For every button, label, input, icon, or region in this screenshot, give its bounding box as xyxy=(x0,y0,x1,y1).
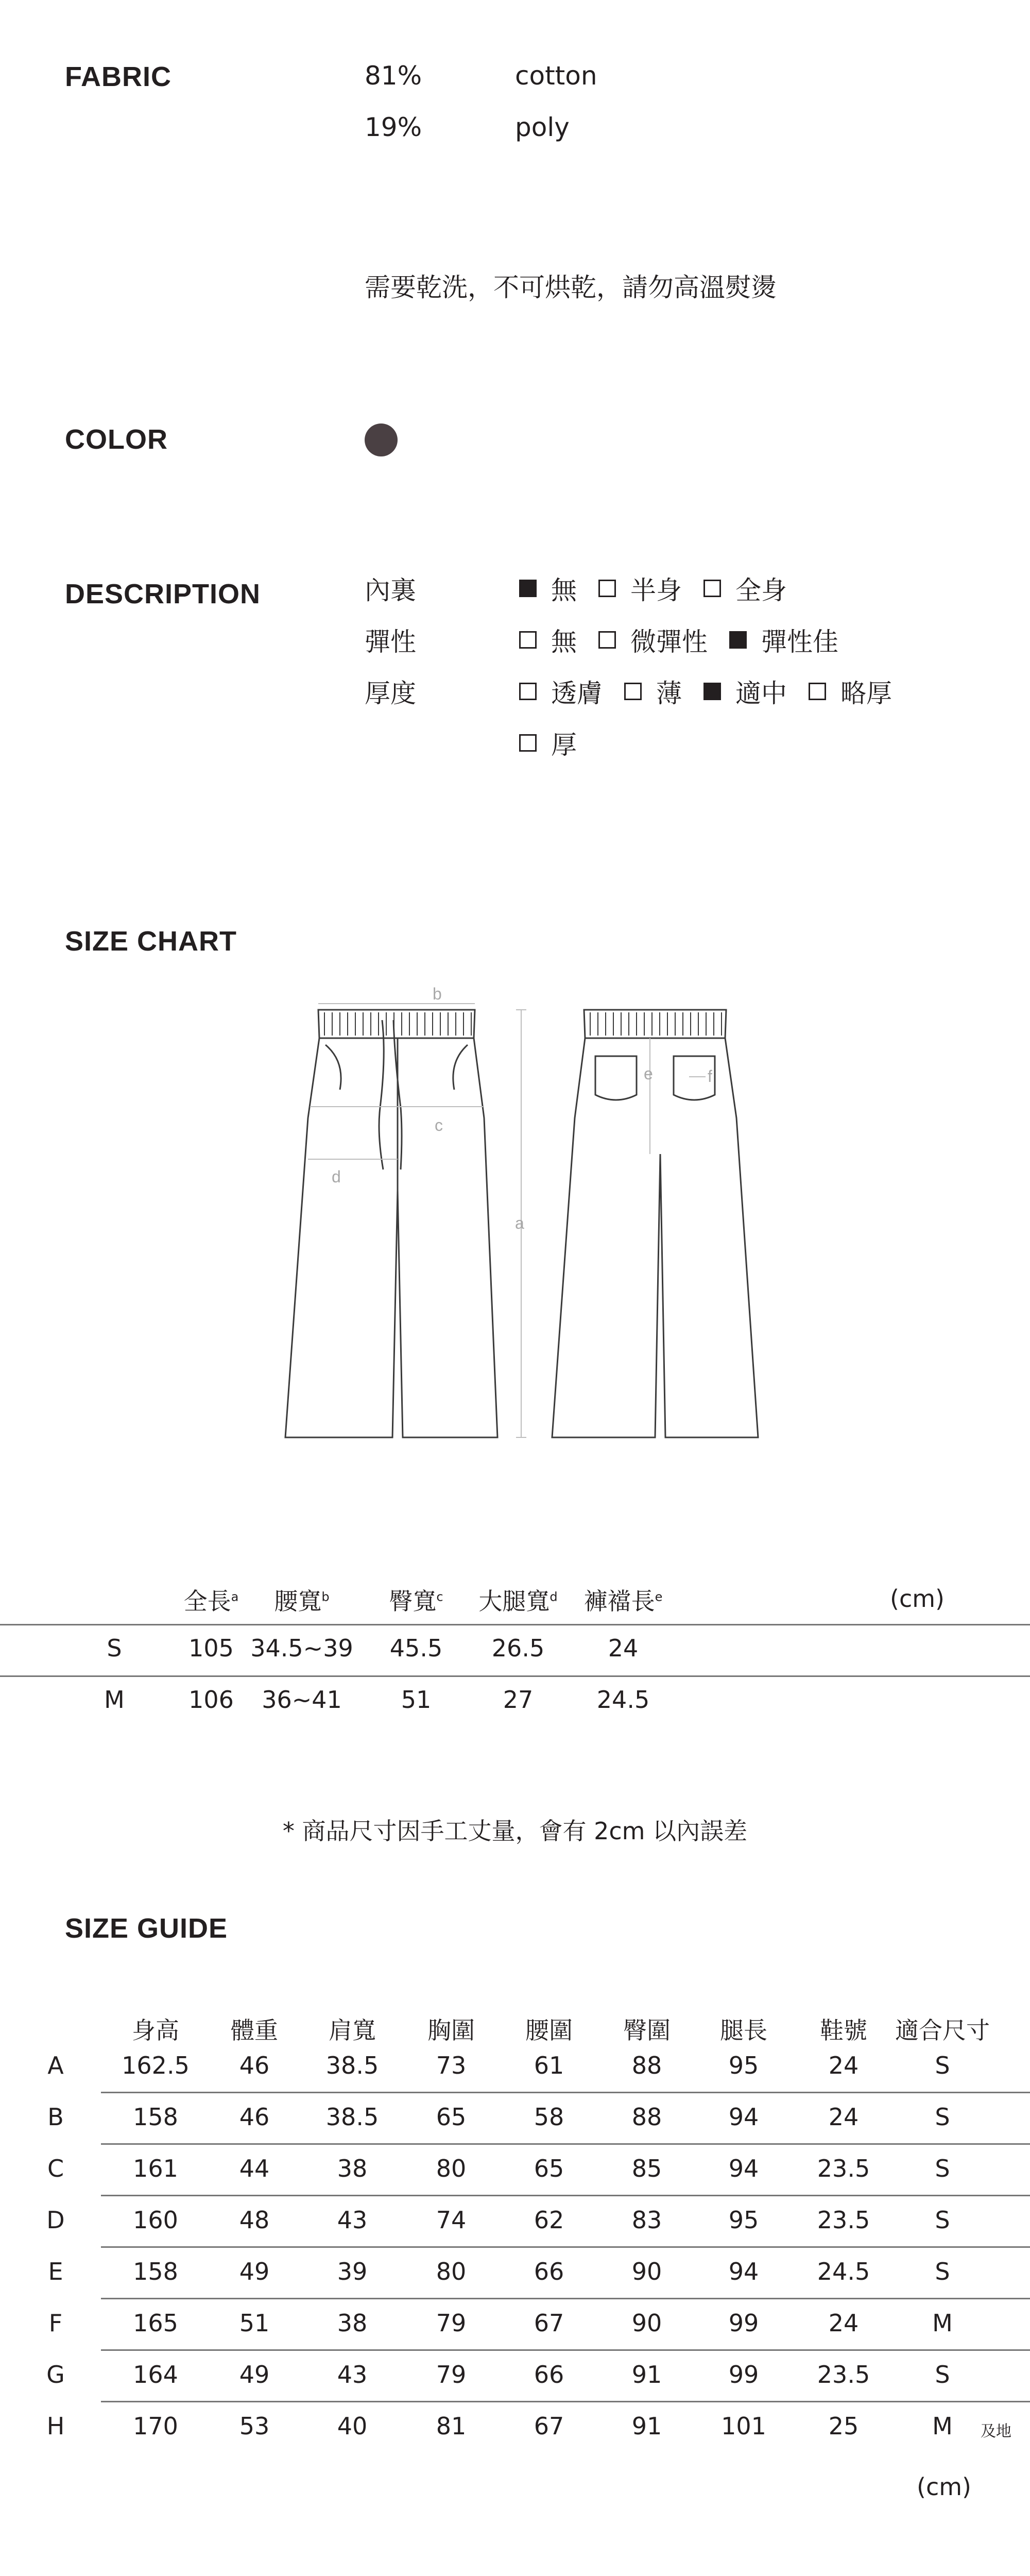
model-id: D xyxy=(46,2206,65,2234)
size-guide-cell: 62 xyxy=(534,2206,564,2234)
size-guide-cell: 95 xyxy=(728,2206,759,2234)
checkbox-unchecked xyxy=(624,683,642,700)
size-guide-cell: 88 xyxy=(631,2052,662,2079)
description-row-label: 厚度 xyxy=(365,679,416,708)
size-chart-cell: 34.5~39 xyxy=(250,1634,353,1662)
back-silhouette xyxy=(552,1038,758,1437)
color-swatch[interactable] xyxy=(365,423,398,456)
checkbox-unchecked xyxy=(598,631,616,649)
size-guide-cell: 91 xyxy=(631,2361,662,2388)
size-guide-cell: 90 xyxy=(631,2258,662,2285)
size-chart-cell: 26.5 xyxy=(491,1634,545,1662)
size-guide-cell: 58 xyxy=(534,2103,564,2131)
size-guide-cell: 99 xyxy=(728,2361,759,2388)
size-guide-cell: S xyxy=(935,2361,950,2388)
divider xyxy=(101,2246,1030,2248)
option-label: 彈性佳 xyxy=(761,627,838,657)
diagram-label-c: c xyxy=(435,1116,443,1134)
diagram-label-a: a xyxy=(515,1214,524,1232)
size-guide-cell: 80 xyxy=(436,2155,467,2182)
option xyxy=(519,673,603,710)
size-guide-cell: 24 xyxy=(828,2103,859,2131)
checkbox-checked xyxy=(729,631,747,649)
size-guide-cell: 90 xyxy=(631,2309,662,2337)
size-guide-cell: S xyxy=(935,2155,950,2182)
model-id: G xyxy=(46,2361,65,2388)
size-guide-cell: M xyxy=(932,2309,953,2337)
col-superscript: a xyxy=(231,1589,239,1604)
size-guide-cell: 158 xyxy=(133,2103,178,2131)
pants-diagram xyxy=(268,979,783,1458)
size-label: S xyxy=(107,1634,122,1662)
size-guide-cell: 46 xyxy=(239,2052,270,2079)
size-guide-cell: 23.5 xyxy=(817,2206,870,2234)
drawstring-left xyxy=(379,1020,384,1170)
size-guide-cell: S xyxy=(935,2103,950,2131)
size-guide-col-header: 肩寬 xyxy=(329,2016,376,2044)
size-guide-cell: 43 xyxy=(337,2361,368,2388)
size-guide-cell: 162.5 xyxy=(122,2052,190,2079)
size-chart-cell: 105 xyxy=(188,1634,234,1662)
size-guide-cell: 164 xyxy=(133,2361,178,2388)
size-guide-cell: 23.5 xyxy=(817,2155,870,2182)
divider xyxy=(0,1624,1030,1625)
size-chart-col-header xyxy=(478,1583,557,1617)
size-guide-cell: 91 xyxy=(631,2412,662,2440)
size-guide-col-header: 身高 xyxy=(132,2016,179,2044)
size-chart-heading: SIZE CHART xyxy=(65,926,237,957)
size-guide-col-header: 臀圍 xyxy=(623,2016,671,2044)
size-guide-cell: 67 xyxy=(534,2309,564,2337)
model-id: C xyxy=(47,2155,64,2182)
care-instructions: 需要乾洗，不可烘乾，請勿高溫熨燙 xyxy=(365,273,777,302)
divider xyxy=(101,2349,1030,2351)
size-guide-cell: 24 xyxy=(828,2309,859,2337)
size-guide-cell: 65 xyxy=(436,2103,467,2131)
option xyxy=(598,621,708,658)
size-guide-cell: S xyxy=(935,2206,950,2234)
size-guide-cell: 44 xyxy=(239,2155,270,2182)
size-chart-col-header xyxy=(274,1583,329,1617)
option xyxy=(519,724,577,761)
size-guide-cell: 43 xyxy=(337,2206,368,2234)
floor-length-note: 及地 xyxy=(981,2422,1011,2441)
size-guide-cell: 170 xyxy=(133,2412,178,2440)
front-pocket-left xyxy=(325,1045,341,1090)
size-guide-cell: M xyxy=(932,2412,953,2440)
col-superscript: c xyxy=(436,1589,443,1604)
size-chart-cell: 51 xyxy=(401,1686,432,1714)
option xyxy=(703,673,787,710)
size-guide-cell: 40 xyxy=(337,2412,368,2440)
size-guide-cell: 61 xyxy=(534,2052,564,2079)
size-guide-cell: 83 xyxy=(631,2206,662,2234)
checkbox-unchecked xyxy=(703,580,721,597)
size-chart-cell: 24 xyxy=(608,1634,639,1662)
size-guide-header xyxy=(0,2012,1030,2043)
size-chart-cell: 24.5 xyxy=(596,1686,650,1714)
size-guide-cell: 24.5 xyxy=(817,2258,870,2285)
size-guide-cell: 79 xyxy=(436,2309,467,2337)
option-label: 無 xyxy=(551,575,577,605)
size-guide-cell: S xyxy=(935,2052,950,2079)
size-guide-col-header: 鞋號 xyxy=(820,2016,867,2044)
size-guide-cell: 94 xyxy=(728,2155,759,2182)
col-name: 全長 xyxy=(183,1587,231,1615)
size-guide-cell: 39 xyxy=(337,2258,368,2285)
size-guide-unit: (cm) xyxy=(917,2473,971,2501)
size-guide-cell: 81 xyxy=(436,2412,467,2440)
option xyxy=(519,621,577,658)
col-superscript: b xyxy=(321,1589,330,1604)
description-row xyxy=(365,624,860,655)
size-guide-cell: 53 xyxy=(239,2412,270,2440)
divider xyxy=(101,2143,1030,2145)
size-guide-cell: 51 xyxy=(239,2309,270,2337)
divider xyxy=(0,1675,1030,1677)
size-chart-header xyxy=(0,1583,1030,1614)
back-pocket-left xyxy=(595,1056,637,1100)
size-guide-cell: 66 xyxy=(534,2361,564,2388)
divider xyxy=(101,2092,1030,2093)
checkbox-unchecked xyxy=(519,734,537,752)
size-guide-cell: 95 xyxy=(728,2052,759,2079)
fabric-pct-1: 81% xyxy=(365,61,422,91)
option-label: 厚 xyxy=(551,730,577,760)
size-guide-cell: 165 xyxy=(133,2309,178,2337)
size-chart-col-header xyxy=(584,1583,663,1617)
size-guide-col-header: 腰圍 xyxy=(525,2016,573,2044)
checkbox-unchecked xyxy=(519,683,537,700)
color-heading: COLOR xyxy=(65,424,168,455)
size-guide-cell: 99 xyxy=(728,2309,759,2337)
size-guide-cell: 94 xyxy=(728,2258,759,2285)
option xyxy=(519,570,577,607)
option-label: 適中 xyxy=(735,679,787,708)
option xyxy=(598,570,682,607)
size-guide-cell: 161 xyxy=(133,2155,178,2182)
size-guide-cell: 66 xyxy=(534,2258,564,2285)
size-guide-cell: 49 xyxy=(239,2361,270,2388)
size-guide-cell: 73 xyxy=(436,2052,467,2079)
model-id: E xyxy=(48,2258,63,2285)
size-guide-cell: 158 xyxy=(133,2258,178,2285)
size-guide-cell: 67 xyxy=(534,2412,564,2440)
size-guide-cell: 46 xyxy=(239,2103,270,2131)
size-guide-heading: SIZE GUIDE xyxy=(65,1913,228,1944)
description-row-label: 內裏 xyxy=(365,575,416,605)
size-guide-col-header: 腿長 xyxy=(720,2016,767,2044)
size-guide-cell: 38.5 xyxy=(325,2103,379,2131)
size-chart-cell: 45.5 xyxy=(389,1634,443,1662)
description-row xyxy=(365,727,598,758)
description-row xyxy=(365,676,914,707)
size-chart-cell: 27 xyxy=(503,1686,534,1714)
model-id: F xyxy=(48,2309,63,2337)
divider xyxy=(101,2298,1030,2299)
option-label: 半身 xyxy=(630,575,682,605)
model-id: A xyxy=(47,2052,64,2079)
size-guide-cell: 49 xyxy=(239,2258,270,2285)
diagram-label-b: b xyxy=(433,985,442,1003)
size-chart-cell: 36~41 xyxy=(262,1686,342,1714)
fabric-heading: FABRIC xyxy=(65,61,171,92)
col-name: 大腿寬 xyxy=(478,1587,550,1615)
fabric-pct-2: 19% xyxy=(365,112,422,142)
measurement-note: * 商品尺寸因手工丈量，會有 2cm 以內誤差 xyxy=(282,1817,748,1845)
option xyxy=(729,621,838,658)
size-guide-cell: 79 xyxy=(436,2361,467,2388)
checkbox-unchecked xyxy=(809,683,826,700)
checkbox-checked xyxy=(703,683,721,700)
option-label: 薄 xyxy=(656,679,682,708)
front-pocket-right xyxy=(453,1045,468,1090)
size-guide-cell: 38 xyxy=(337,2155,368,2182)
checkbox-checked xyxy=(519,580,537,597)
col-name: 臀寬 xyxy=(389,1587,437,1615)
option-label: 全身 xyxy=(735,575,787,605)
option xyxy=(624,673,682,710)
option-label: 透膚 xyxy=(551,679,603,708)
size-guide-cell: 24 xyxy=(828,2052,859,2079)
size-guide-cell: 38 xyxy=(337,2309,368,2337)
diagram-label-d: d xyxy=(332,1167,341,1186)
size-chart-cell: 106 xyxy=(188,1686,234,1714)
size-guide-cell: 38.5 xyxy=(325,2052,379,2079)
col-name: 腰寬 xyxy=(274,1587,322,1615)
option-label: 微彈性 xyxy=(630,627,708,657)
checkbox-unchecked xyxy=(519,631,537,649)
size-chart-col-header xyxy=(389,1583,443,1617)
size-guide-cell: 23.5 xyxy=(817,2361,870,2388)
size-guide-cell: 85 xyxy=(631,2155,662,2182)
size-chart-col-header xyxy=(184,1583,239,1617)
checkbox-unchecked xyxy=(598,580,616,597)
divider xyxy=(101,2195,1030,2196)
option-label: 無 xyxy=(551,627,577,657)
col-name: 褲襠長 xyxy=(583,1587,655,1615)
model-id: B xyxy=(47,2103,64,2131)
description-heading: DESCRIPTION xyxy=(65,579,261,609)
fabric-material-2: poly xyxy=(515,112,570,142)
size-guide-cell: 74 xyxy=(436,2206,467,2234)
size-guide-cell: 94 xyxy=(728,2103,759,2131)
size-guide-cell: S xyxy=(935,2258,950,2285)
size-guide-cell: 25 xyxy=(828,2412,859,2440)
size-guide-cell: 65 xyxy=(534,2155,564,2182)
col-superscript: e xyxy=(655,1589,663,1604)
option xyxy=(703,570,787,607)
size-chart-unit: (cm) xyxy=(890,1585,945,1613)
size-guide-cell: 80 xyxy=(436,2258,467,2285)
size-guide-col-header: 適合尺寸 xyxy=(895,2016,990,2044)
option-label: 略厚 xyxy=(840,679,892,708)
size-guide-col-header: 胸圍 xyxy=(427,2016,475,2044)
size-label: M xyxy=(104,1686,125,1714)
divider xyxy=(101,2401,1030,2402)
fabric-material-1: cotton xyxy=(515,61,597,91)
front-waistband xyxy=(318,1010,475,1038)
description-row xyxy=(365,573,809,604)
front-silhouette xyxy=(285,1038,497,1437)
option xyxy=(809,673,892,710)
size-guide-cell: 48 xyxy=(239,2206,270,2234)
size-guide-cell: 101 xyxy=(721,2412,766,2440)
col-superscript: d xyxy=(550,1589,558,1604)
size-guide-cell: 160 xyxy=(133,2206,178,2234)
size-guide-cell: 88 xyxy=(631,2103,662,2131)
size-guide-col-header: 體重 xyxy=(231,2016,278,2044)
diagram-label-e: e xyxy=(644,1064,653,1083)
model-id: H xyxy=(46,2412,65,2440)
description-row-label: 彈性 xyxy=(365,627,416,657)
diagram-label-f: f xyxy=(708,1067,712,1086)
